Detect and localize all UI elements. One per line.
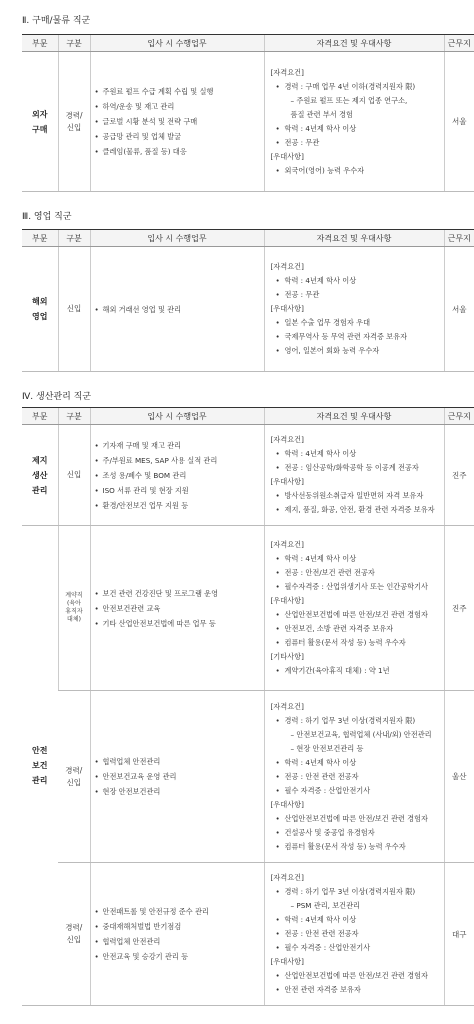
qualification-item: • 전공 : 무관 [271, 136, 438, 150]
qualification-item: • 학력 : 4년제 학사 이상 [271, 552, 438, 566]
duty-item: • 기타 산업안전보건법에 따른 업무 등 [103, 616, 264, 631]
header-duties: 입사 시 수행업무 [90, 230, 264, 247]
qualification-item: • 학력 : 4년제 학사 이상 [271, 274, 438, 288]
qualification-group-heading: [기타사항] [270, 652, 304, 661]
production-table [22, 407, 474, 1006]
division-cell: 안전 보건 관리 [22, 526, 58, 1006]
duties-list [91, 904, 264, 964]
duty-item: • 안전보건관련 교육 [103, 601, 264, 616]
duty-item: • 주/부원료 MES, SAP 사용 실적 관리 [103, 453, 264, 468]
qualification-item: • 전공 : 안전 관련 전공자 [271, 770, 438, 784]
duties-cell [90, 425, 264, 526]
duty-item: • 협력업체 안전관리 [103, 754, 264, 769]
qualification-item: • 학력 : 4년제 학사 이상 [271, 913, 438, 927]
qualification-subitem: 품질 관련 부서 경험 [290, 109, 353, 119]
qualification-group-heading: [자격요건] [270, 262, 304, 271]
duty-item: • ISO 서류 관리 및 현장 지원 [103, 483, 264, 498]
header-division: 부문 [22, 230, 58, 247]
table-row [22, 52, 474, 192]
qualification-item: • 경력 : 구매 업무 4년 이하(경력지원자 限) [271, 80, 438, 94]
division-cell: 제지 생산 관리 [22, 425, 58, 526]
type-cell: 경력/ 신입 [58, 863, 90, 1006]
duty-item: • 공급망 관리 및 업체 발굴 [103, 129, 264, 144]
table-row [22, 691, 474, 863]
qualification-item: • 제지, 품질, 화공, 안전, 환경 관련 자격증 보유자 [271, 503, 438, 517]
duties-cell [90, 691, 264, 863]
qualifications-cell [264, 52, 444, 192]
duty-item: • 현장 안전보건관리 [103, 784, 264, 799]
qualification-subitem: – 현장 안전보건관리 등 [290, 743, 364, 753]
qualification-group-heading: [자격요건] [270, 540, 304, 549]
header-qualifications: 자격요건 및 우대사항 [264, 230, 444, 247]
sales-table [22, 229, 474, 372]
qualification-item: • 산업안전보건법에 따른 안전/보건 관련 경험자 [271, 969, 438, 983]
duties-list [91, 302, 264, 317]
qualification-item: • 학력 : 4년제 학사 이상 [271, 447, 438, 461]
header-duties: 입사 시 수행업무 [90, 35, 264, 52]
duty-item: • 협력업체 안전관리 [103, 934, 264, 949]
qualification-item: • 전공 : 임산공학/화학공학 등 이공계 전공자 [271, 461, 438, 475]
qualification-item: • 방사선동위원소취급자 일반면허 자격 보유자 [271, 489, 438, 503]
qualifications-cell [264, 526, 444, 691]
duties-cell [90, 526, 264, 691]
qualification-group-heading: [우대사항] [270, 304, 304, 313]
duty-item: • 안전교육 및 승강기 관리 등 [103, 949, 264, 964]
duty-item: • 해외 거래선 영업 및 관리 [103, 302, 264, 317]
header-duties: 입사 시 수행업무 [90, 408, 264, 425]
qualification-group-heading: [우대사항] [270, 477, 304, 486]
duty-item: • 기자재 구매 및 재고 관리 [103, 438, 264, 453]
qualification-item: • 계약기간(육아휴직 대체) : 약 1년 [271, 664, 438, 678]
header-location: 근무지 [444, 35, 474, 52]
type-cell: 계약직 (육아 휴직자 대체) [58, 526, 90, 691]
section-title-production: Ⅳ. 생산관리 직군 [22, 392, 92, 402]
duties-cell [90, 52, 264, 192]
header-qualifications: 자격요건 및 우대사항 [264, 35, 444, 52]
qualification-group-heading: [자격요건] [270, 701, 304, 711]
qualification-item: • 필수 자격증 : 산업안전기사 [271, 941, 438, 955]
qualification-item: • 안전보건, 소방 관련 자격증 보유자 [271, 622, 438, 636]
section-title-purchasing: Ⅱ. 구매/물류 직군 [22, 16, 91, 26]
qualification-subitem: – PSM 관리, 보건관리 [290, 901, 360, 910]
qualification-item: • 외국어(영어) 능력 우수자 [271, 164, 438, 178]
duty-item: • 중대재해처벌법 반기점검 [103, 919, 264, 934]
duty-item: • 하역/운송 및 재고 관리 [103, 99, 264, 114]
table-row [22, 425, 474, 526]
header-type: 구분 [58, 408, 90, 425]
qualifications-cell [264, 425, 444, 526]
qualification-item: • 일본 수출 업무 경험자 우대 [271, 316, 438, 330]
qualification-item: • 필수자격증 : 산업위생기사 또는 인간공학기사 [271, 580, 438, 594]
qualification-group-heading: [자격요건] [270, 67, 304, 77]
duty-item: • 환경/안전보건 업무 지원 등 [103, 498, 264, 513]
duty-item: • 주원료 펄프 수급 계획 수립 및 실행 [103, 84, 264, 99]
duties-list [91, 586, 264, 631]
type-cell: 경력/ 신입 [58, 52, 90, 192]
qualification-group-heading: [우대사항] [270, 151, 304, 161]
header-division: 부문 [22, 35, 58, 52]
qualification-item: • 건설공사 및 중공업 유경험자 [271, 826, 438, 840]
purchasing-table [22, 34, 474, 192]
table-row [22, 526, 474, 691]
qualification-item: • 전공 : 무관 [271, 288, 438, 302]
qualification-item: • 학력 : 4년제 학사 이상 [271, 756, 438, 770]
table-row [22, 863, 474, 1006]
location-cell: 서울 [444, 247, 474, 372]
qualifications-cell [264, 691, 444, 863]
location-cell: 대구 [444, 863, 474, 1006]
header-type: 구분 [58, 35, 90, 52]
qualification-subitem: – 주원료 펄프 또는 제지 업종 연구소, [290, 95, 408, 105]
qualification-group-heading: [자격요건] [270, 435, 304, 444]
qualification-item: • 컴퓨터 활용(문서 작성 등) 능력 우수자 [271, 636, 438, 650]
header-location: 근무지 [444, 408, 474, 425]
location-cell: 서울 [444, 52, 474, 192]
header-type: 구분 [58, 230, 90, 247]
duties-list [91, 84, 264, 159]
location-cell: 진주 [444, 425, 474, 526]
header-division: 부문 [22, 408, 58, 425]
qualification-item: • 안전 관련 자격증 보유자 [271, 983, 438, 997]
qualification-group-heading: [우대사항] [270, 596, 304, 605]
header-location: 근무지 [444, 230, 474, 247]
type-cell: 신입 [58, 425, 90, 526]
qualification-item: • 전공 : 안전 관련 전공자 [271, 927, 438, 941]
duties-cell [90, 247, 264, 372]
header-qualifications: 자격요건 및 우대사항 [264, 408, 444, 425]
division-cell: 해외 영업 [22, 247, 58, 372]
qualification-item: • 국제무역사 등 무역 관련 자격증 보유자 [271, 330, 438, 344]
duties-cell [90, 863, 264, 1006]
qualification-item: • 산업안전보건법에 따른 안전/보건 관련 경험자 [271, 812, 438, 826]
duty-item: • 보건 관련 건강진단 및 프로그램 운영 [103, 586, 264, 601]
qualification-item: • 학력 : 4년제 학사 이상 [271, 122, 438, 136]
location-cell: 울산 [444, 691, 474, 863]
qualification-group-heading: [자격요건] [270, 873, 304, 882]
qualification-item: • 산업안전보건법에 따른 안전/보건 관련 경험자 [271, 608, 438, 622]
qualification-group-heading: [우대사항] [270, 957, 304, 966]
qualification-item: • 경력 : 하기 업무 3년 이상(경력지원자 限) [271, 885, 438, 899]
qualification-group-heading: [우대사항] [270, 799, 304, 809]
duty-item: • 글로벌 시황 분석 및 전략 구매 [103, 114, 264, 129]
duty-item: • 안전패트롤 및 안전규정 준수 관리 [103, 904, 264, 919]
duty-item: • 안전보건교육 운영 관리 [103, 769, 264, 784]
qualification-subitem: – 안전보건교육, 협력업체 (사내/외) 안전관리 [290, 729, 432, 739]
qualification-item: • 영어, 일본어 회화 능력 우수자 [271, 344, 438, 358]
duties-list [91, 754, 264, 799]
qualifications-cell [264, 863, 444, 1006]
qualification-item: • 필수 자격증 : 산업안전기사 [271, 784, 438, 798]
duties-list [91, 438, 264, 513]
type-cell: 경력/ 신입 [58, 691, 90, 863]
section-title-sales: Ⅲ. 영업 직군 [22, 212, 72, 222]
duty-item: • 조성 용/폐수 및 BOM 관리 [103, 468, 264, 483]
table-row [22, 247, 474, 372]
qualification-item: • 컴퓨터 활용(문서 작성 등) 능력 우수자 [271, 840, 438, 854]
qualification-item: • 전공 : 안전/보건 관련 전공자 [271, 566, 438, 580]
type-cell: 신입 [58, 247, 90, 372]
duty-item: • 클레임(물류, 품질 등) 대응 [103, 144, 264, 159]
division-cell: 외자 구매 [22, 52, 58, 192]
qualifications-cell [264, 247, 444, 372]
qualification-item: • 경력 : 하기 업무 3년 이상(경력지원자 限) [271, 714, 438, 728]
location-cell: 진주 [444, 526, 474, 691]
